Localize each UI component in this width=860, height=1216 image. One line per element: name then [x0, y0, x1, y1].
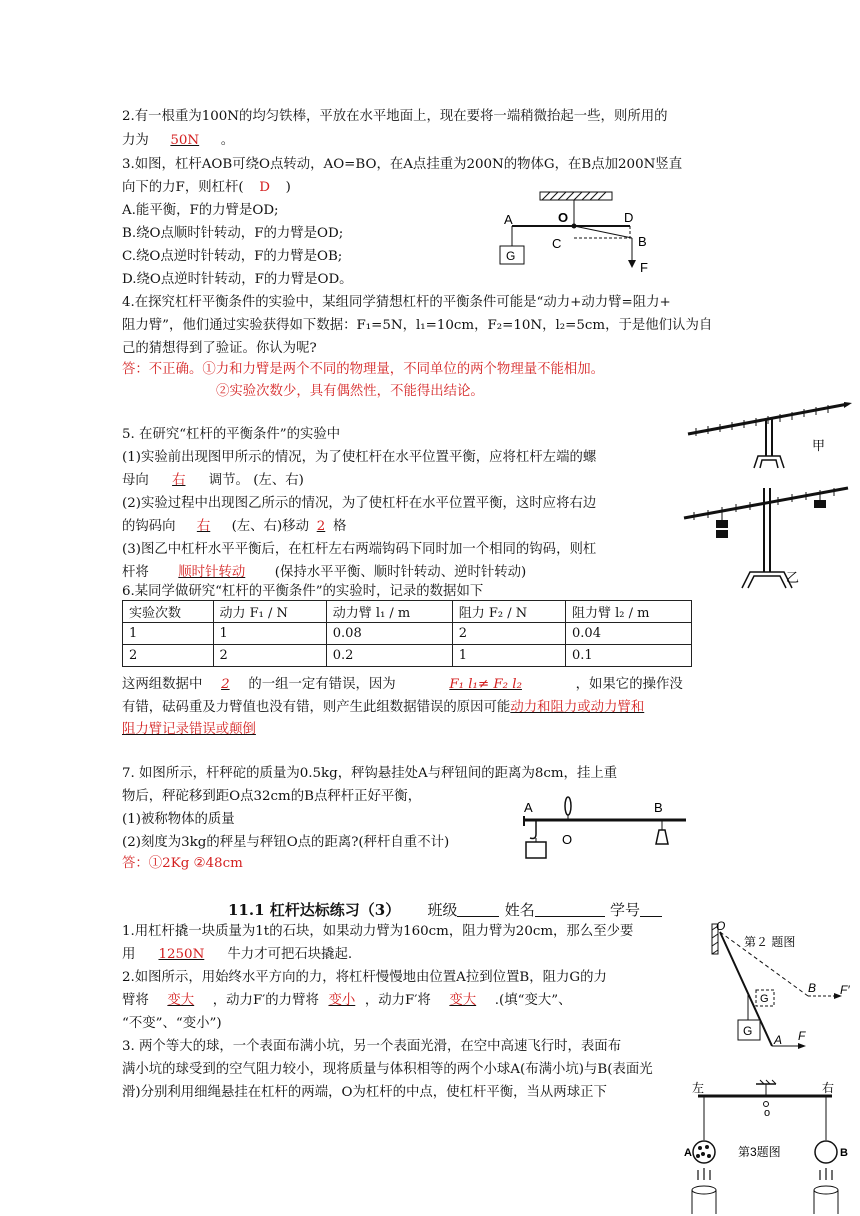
- q5-answer-3: 2: [316, 519, 326, 534]
- q7-steelyard-figure: [516, 790, 696, 865]
- q4-line1: 4.在探究杠杆平衡条件的实验中，某组同学猜想杠杆的平衡条件可能是“动力+动力臂=阻力+: [122, 295, 671, 310]
- s2-lever-figure: [708, 916, 858, 1070]
- s3-fig-label-a: A: [684, 1147, 692, 1159]
- section-title: 11.1 杠杆达标练习（3） 班级 姓名 学号: [228, 899, 662, 920]
- q4-answer-line1: 答：不正确。①力和力臂是两个不同的物理量，不同单位的两个物理量不能相加。: [122, 362, 605, 377]
- q5-answer-4: 顺时针转动: [178, 565, 246, 580]
- q6-answer-2: F₁ l₁≠ F₂ l₂: [449, 677, 522, 692]
- s2-fig-label-f: F: [798, 1029, 806, 1043]
- q3-fig-label-d: D: [624, 210, 634, 225]
- q5-line3: 母向 右 调节。 (左、右): [122, 470, 304, 491]
- table-cell: 1: [123, 623, 214, 645]
- name-label: 姓名: [504, 901, 535, 919]
- table-cell: 1: [213, 623, 326, 645]
- s2-fig-label-f-prime: F′: [840, 983, 850, 997]
- q5-answer-2: 右: [196, 519, 211, 534]
- table-header-cell: 动力 F₁ / N: [213, 601, 326, 623]
- q3-line1: 3.如图，杠杆AOB可绕O点转动，AO=BO，在A点挂重为200N的物体G，在B点加200N竖直: [122, 157, 683, 172]
- q5-line5: 的钩码向 右 (左、右)移动 2 格: [122, 516, 346, 537]
- name-field[interactable]: [535, 902, 605, 917]
- q5-line7: 杆将 顺时针转动 (保持水平平衡、顺时针转动、逆时针转动): [122, 562, 526, 583]
- q5-figure-jia: [684, 392, 854, 472]
- s3-fig-label-b: B: [840, 1147, 848, 1159]
- q6-line1: 6.某同学做研究“杠杆的平衡条件”的实验时，记录的数据如下: [122, 584, 484, 599]
- table-header-cell: 动力臂 l₁ / m: [326, 601, 452, 623]
- s2-line2: 臂将 变大 ，动力F′的力臂将 变小 ，动力F′将 变大 .(填“变大”、: [122, 990, 572, 1011]
- q5-fig-yi-label: 乙: [786, 570, 800, 585]
- q6-data-table: [122, 600, 692, 667]
- q3-fig-label-c: C: [552, 236, 562, 251]
- table-header-row: [123, 601, 692, 623]
- q5-line1: 5. 在研究“杠杆的平衡条件”的实验中: [122, 427, 341, 442]
- q6-answer-3a: 动力和阻力或动力臂和: [510, 700, 645, 715]
- s3-line3: 滑)分别利用细绳悬挂在杠杆的两端，O为杠杆的中点，使杠杆平衡，当从两球正下: [122, 1085, 607, 1100]
- s2-fig-label-a: A: [774, 1033, 783, 1047]
- s2-line1: 2.如图所示，用始终水平方向的力，将杠杆慢慢地由位置A拉到位置B，阻力G的力: [122, 970, 607, 985]
- s1-answer: 1250N: [158, 947, 205, 962]
- q5-line4: (2)实验过程中出现图乙所示的情况，为了使杠杆在水平位置平衡，这时应将右边: [122, 496, 597, 511]
- q3-fig-label-b: B: [638, 234, 647, 249]
- q7-line1: 7. 如图所示，杆秤砣的质量为0.5kg，秤钩悬挂处A与秤钮间的距离为8cm，挂上重: [122, 766, 618, 781]
- s3-fig-caption: 第3题图: [738, 1145, 781, 1159]
- q5-fig-jia-label: 甲: [812, 438, 826, 453]
- table-cell: 2: [123, 645, 214, 667]
- q3-lever-figure: [490, 190, 670, 280]
- q3-option-a: A.能平衡，F的力臂是OD;: [122, 203, 279, 218]
- q6-answer-3b: 阻力臂记录错误或颠倒: [122, 722, 256, 737]
- q7-answer: 答：①2Kg ②48cm: [122, 856, 243, 871]
- s1-line1: 1.用杠杆撬一块质量为1t的石块，如果动力臂为160cm，阻力臂为20cm，那么至少要: [122, 924, 634, 939]
- s2-answer-3: 变大: [449, 993, 477, 1008]
- q6-answer-1: 2: [221, 677, 230, 692]
- s3-line2: 满小坑的球受到的空气阻力较小，现将质量与体积相等的两个小球A(布满小坑)与B(表面光: [122, 1062, 653, 1077]
- q5-answer-1: 右: [172, 473, 186, 488]
- q3-line2: 向下的力F，则杠杆( D ): [122, 177, 291, 198]
- table-header-cell: 阻力臂 l₂ / m: [566, 601, 692, 623]
- table-row: [123, 623, 692, 645]
- table-cell: 0.08: [326, 623, 452, 645]
- q2-line2: 力为 50N 。: [122, 130, 234, 151]
- q6-line3: 有错，砝码重及力臂值也没有错，则产生此组数据错误的原因可能动力和阻力或动力臂和: [122, 697, 644, 718]
- s2-fig-label-g: G: [743, 1024, 753, 1038]
- s3-fig-label-left: 左: [692, 1081, 705, 1095]
- q3-answer: D: [259, 180, 271, 195]
- table-header-cell: 阻力 F₂ / N: [452, 601, 565, 623]
- q5-line2: (1)实验前出现图甲所示的情况，为了使杠杆在水平位置平衡，应将杠杆左端的螺: [122, 450, 597, 465]
- q3-option-c: C.绕O点逆时针转动，F的力臂是OB;: [122, 249, 343, 264]
- q7-line2: 物后，秤砣移到距O点32cm的B点秤杆正好平衡，: [122, 789, 422, 804]
- table-header-cell: 实验次数: [123, 601, 214, 623]
- table-cell: 2: [213, 645, 326, 667]
- s2-fig-label-b: B: [808, 981, 817, 995]
- s2-fig-caption: 第２ 题图: [744, 935, 796, 949]
- q2-answer: 50N: [170, 133, 200, 148]
- table-cell: 0.04: [566, 623, 692, 645]
- s2-answer-1: 变大: [167, 993, 195, 1008]
- q7-fig-label-o: O: [562, 832, 573, 847]
- table-cell: 0.2: [326, 645, 452, 667]
- s1-line2: 用 1250N 牛力才可把石块撬起.: [122, 944, 352, 965]
- q3-fig-label-o: O: [558, 210, 569, 225]
- q3-fig-label-g: G: [506, 249, 516, 263]
- s3-fig-label-right: 右: [822, 1081, 835, 1095]
- q7-fig-label-b: B: [654, 800, 663, 815]
- q3-fig-label-f: F: [640, 260, 648, 275]
- student-id-field[interactable]: [640, 902, 662, 917]
- table-row: [123, 645, 692, 667]
- q6-line2: 这两组数据中 2 的一组一定有错误，因为 F₁ l₁≠ F₂ l₂ ，如果它的操作没: [122, 674, 683, 695]
- s2-line3: “不变”、“变小”): [122, 1016, 222, 1031]
- q3-option-d: D.绕O点逆时针转动，F的力臂是OD。: [122, 272, 353, 287]
- s3-balance-figure: [680, 1080, 856, 1214]
- s2-fig-label-o: O: [716, 919, 726, 933]
- s2-fig-label-g-dashed: G: [760, 993, 769, 1005]
- q4-line3: 己的猜想得到了验证。你认为呢?: [122, 341, 317, 356]
- table-cell: 0.1: [566, 645, 692, 667]
- q7-line4: (2)刻度为3kg的秤星与秤钮O点的距离?(秤杆自重不计): [122, 835, 450, 850]
- q6-line4: [122, 719, 304, 740]
- s3-line1: 3. 两个等大的球，一个表面布满小坑，另一个表面光滑，在空中高速飞行时，表面布: [122, 1039, 622, 1054]
- student-id-label: 学号: [609, 901, 640, 919]
- q7-line3: (1)被称物体的质量: [122, 812, 235, 827]
- s2-answer-2: 变小: [328, 993, 356, 1008]
- q2-line1: 2.有一根重为100N的均匀铁棒，平放在水平地面上，现在要将一端稍微抬起一些，则所用的: [122, 109, 668, 124]
- class-label: 班级: [427, 901, 458, 919]
- q3-option-b: B.绕O点顺时针转动，F的力臂是OD;: [122, 226, 344, 241]
- q7-fig-label-a: A: [524, 800, 533, 815]
- q3-fig-label-a: A: [504, 212, 513, 227]
- q5-figure-yi: [682, 482, 852, 594]
- q4-line2: 阻力臂”，他们通过实验获得如下数据：F₁=5N，l₁=10cm，F₂=10N，l₂=5cm，于是他们认为自: [122, 318, 713, 333]
- q5-line6: (3)图乙中杠杆水平平衡后，在杠杆左右两端钩码下同时加一个相同的钩码，则杠: [122, 542, 597, 557]
- class-field[interactable]: [457, 902, 499, 917]
- q4-answer-line2: ②实验次数少，具有偶然性，不能得出结论。: [216, 384, 484, 399]
- table-cell: 1: [452, 645, 565, 667]
- s3-fig-label-o: o: [764, 1107, 771, 1119]
- table-cell: 2: [452, 623, 565, 645]
